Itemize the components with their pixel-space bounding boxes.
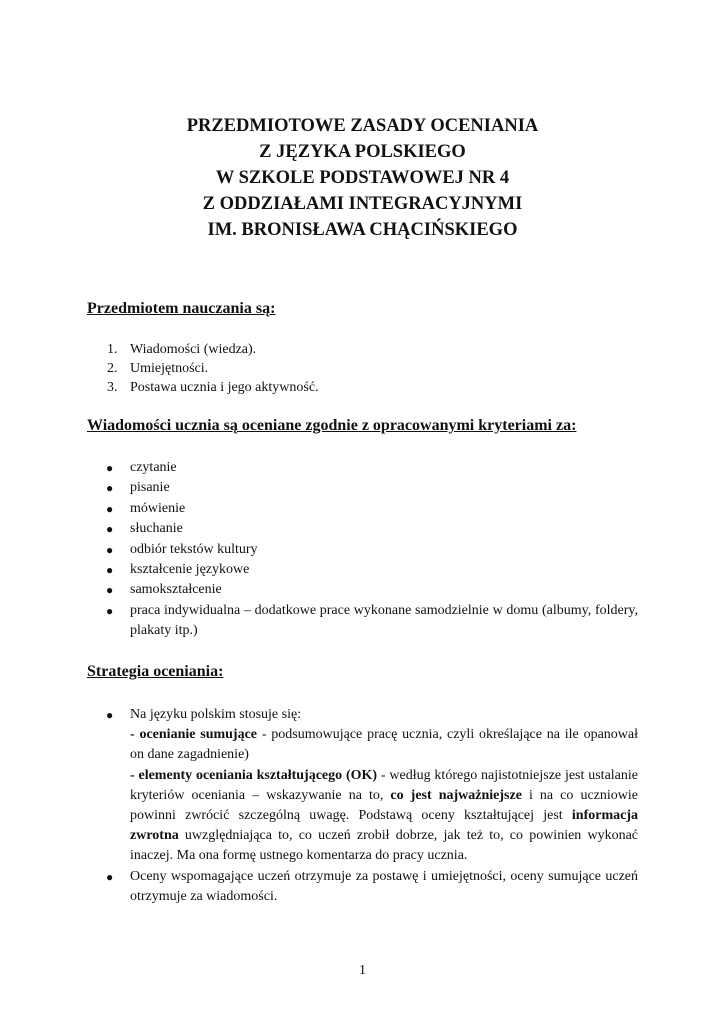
- list-number: 2.: [107, 361, 118, 376]
- bullet-icon: ●: [106, 869, 114, 884]
- list-item-text: Wiadomości (wiedza).: [130, 342, 257, 357]
- title-line: W SZKOLE PODSTAWOWEJ NR 4: [215, 168, 510, 188]
- list-number: 1.: [107, 342, 118, 357]
- list-item-text: odbiór tekstów kultury: [130, 541, 258, 557]
- bullet-icon: ●: [106, 522, 114, 537]
- formative-emphasis: informacja zwrotna: [130, 808, 638, 844]
- formative-text: uwzględniająca to, co uczeń zrobił dobrze, jak też to, co powinien wykonać inaczej. Ma ona formę ustnego komentarza do pracy ucznia.: [130, 828, 638, 864]
- list-item: [87, 478, 638, 498]
- list-item: [87, 340, 319, 359]
- list-item: [87, 378, 319, 397]
- bullet-icon: ●: [106, 708, 114, 722]
- bullet-icon: ●: [106, 563, 114, 578]
- bullet-icon: ●: [106, 542, 114, 557]
- bullet-icon: ●: [106, 481, 114, 496]
- criteria-list: [87, 458, 638, 642]
- strategy-list: [87, 705, 638, 907]
- list-item-text: słuchanie: [130, 521, 183, 537]
- section-heading-criteria: Wiadomości ucznia są oceniane zgodnie z opracowanymi kryteriami za:: [87, 417, 577, 434]
- list-item: [87, 359, 319, 378]
- formative-text: i na co uczniowie powinni zwrócić szczególną uwagę. Podstawą oceny kształtującej jest: [130, 787, 638, 824]
- bullet-icon: ●: [106, 583, 114, 598]
- summative-text: - podsumowujące pracę ucznia, czyli określające na ile opanował on dane zagadnienie): [130, 727, 638, 763]
- list-item: [87, 499, 638, 519]
- formative-text: - według którego najistotniejsze jest ustalanie kryteriów oceniania – wskazywanie na to,: [130, 767, 638, 803]
- title-line: Z ODDZIAŁAMI INTEGRACYJNYMI: [202, 194, 523, 214]
- formative-paragraph: [130, 766, 638, 867]
- summative-paragraph: [130, 725, 638, 765]
- page-number: 1: [359, 963, 366, 978]
- list-item-text: kształcenie językowe: [130, 562, 250, 578]
- document-title: [0, 113, 725, 243]
- formative-label: - elementy oceniania kształtującego (OK): [130, 767, 378, 783]
- list-item-text: mówienie: [130, 500, 186, 516]
- list-number: 3.: [107, 380, 118, 395]
- list-item: [87, 519, 638, 539]
- title-line: PRZEDMIOTOWE ZASADY OCENIANIA: [186, 116, 539, 136]
- list-item: [87, 580, 638, 600]
- list-item: [87, 867, 638, 907]
- title-line: Z JĘZYKA POLSKIEGO: [259, 142, 466, 162]
- formative-emphasis: co jest najważniejsze: [390, 787, 522, 803]
- list-item-text: Oceny wspomagające uczeń otrzymuje za postawę i umiejętności, oceny sumujące uczeń otrzymuje za wiadomości.: [130, 868, 638, 904]
- list-item-text: Postawa ucznia i jego aktywność.: [130, 380, 319, 395]
- list-item: [87, 601, 638, 642]
- title-line: IM. BRONISŁAWA CHĄCIŃSKIEGO: [207, 220, 518, 240]
- list-item: [87, 560, 638, 580]
- section-heading-subjects: Przedmiotem nauczania są:: [87, 300, 276, 317]
- list-item-text: pisanie: [130, 480, 170, 496]
- list-item-text: czytanie: [130, 460, 177, 475]
- list-item: [87, 705, 638, 867]
- list-item: [87, 540, 638, 560]
- list-item: [87, 458, 638, 478]
- bullet-icon: ●: [106, 461, 114, 475]
- section-heading-strategy: Strategia oceniania:: [87, 663, 224, 680]
- subjects-list: [87, 340, 319, 397]
- summative-label: - ocenianie sumujące: [130, 727, 258, 743]
- list-item-text: praca indywidualna – dodatkowe prace wykonane samodzielnie w domu (albumy, foldery, plakaty itp.): [130, 602, 638, 639]
- strategy-intro: Na języku polskim stosuje się:: [130, 707, 302, 722]
- list-item-text: Umiejętności.: [130, 361, 209, 376]
- list-item-text: samokształcenie: [130, 582, 222, 598]
- bullet-icon: ●: [106, 501, 114, 516]
- bullet-icon: ●: [106, 603, 114, 618]
